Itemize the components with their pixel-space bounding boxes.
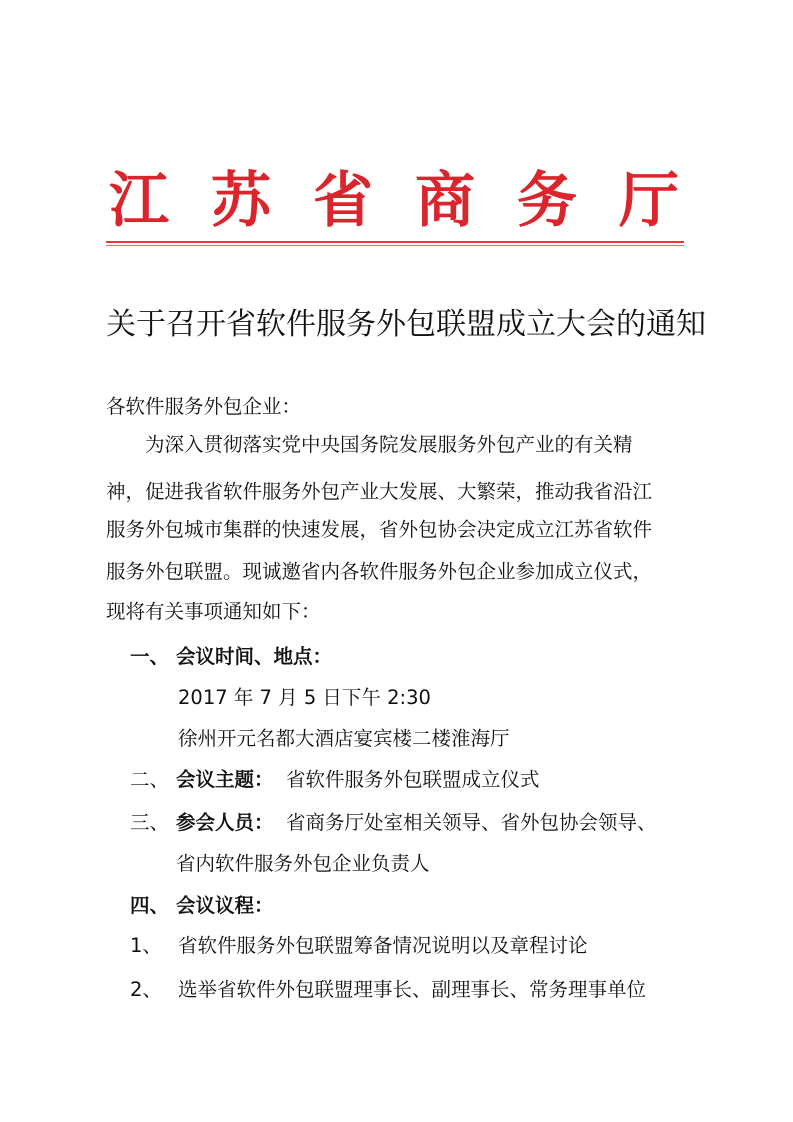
section-number: 四、 (130, 894, 170, 917)
intro-line: 服务外包联盟。现诚邀省内各软件服务外包企业参加成立仪式， (106, 560, 653, 583)
org-header-char: 厅 (619, 166, 679, 236)
org-header-char: 江 (109, 166, 169, 236)
agenda-item-text: 选举省软件外包联盟理事长、副理事长、常务理事单位 (178, 978, 647, 1001)
intro-line: 现将有关事项通知如下： (106, 600, 321, 623)
header-divider (106, 241, 684, 243)
section-content: 省商务厅处室相关领导、省外包协会领导、 (286, 811, 657, 834)
section-number: 三、 (130, 811, 170, 834)
section-heading: 会议议程： (176, 894, 274, 917)
meeting-datetime: 2017 年 7 月 5 日下午 2:30 (178, 686, 431, 709)
section-content: 省内软件服务外包企业负责人 (176, 852, 430, 875)
section-number: 一、 (130, 645, 170, 668)
section-heading: 会议时间、地点： (176, 645, 333, 668)
salutation: 各软件服务外包企业： (106, 395, 302, 418)
agenda-item-number: 1、 (130, 934, 162, 957)
org-header-char: 苏 (211, 166, 271, 236)
intro-line: 为深入贯彻落实党中央国务院发展服务外包产业的有关精 (145, 433, 633, 456)
section-number: 二、 (130, 768, 170, 791)
section-content: 省软件服务外包联盟成立仪式 (286, 768, 540, 791)
meeting-venue: 徐州开元名都大酒店宴宾楼二楼淮海厅 (178, 727, 510, 750)
section-heading: 参会人员： (176, 811, 274, 834)
section-heading: 会议主题： (176, 768, 274, 791)
org-header-char: 商 (415, 166, 475, 236)
header-divider-thin (106, 245, 684, 246)
agenda-item-text: 省软件服务外包联盟筹备情况说明以及章程讨论 (178, 934, 588, 957)
intro-line: 神，促进我省软件服务外包产业大发展、大繁荣，推动我省沿江 (106, 480, 653, 503)
org-header-char: 省 (313, 166, 373, 236)
document-title: 关于召开省软件服务外包联盟成立大会的通知 (106, 307, 706, 342)
intro-line: 服务外包城市集群的快速发展，省外包协会决定成立江苏省软件 (106, 518, 653, 541)
org-header-char: 务 (517, 166, 577, 236)
org-header (104, 166, 684, 236)
agenda-item-number: 2、 (130, 978, 162, 1001)
